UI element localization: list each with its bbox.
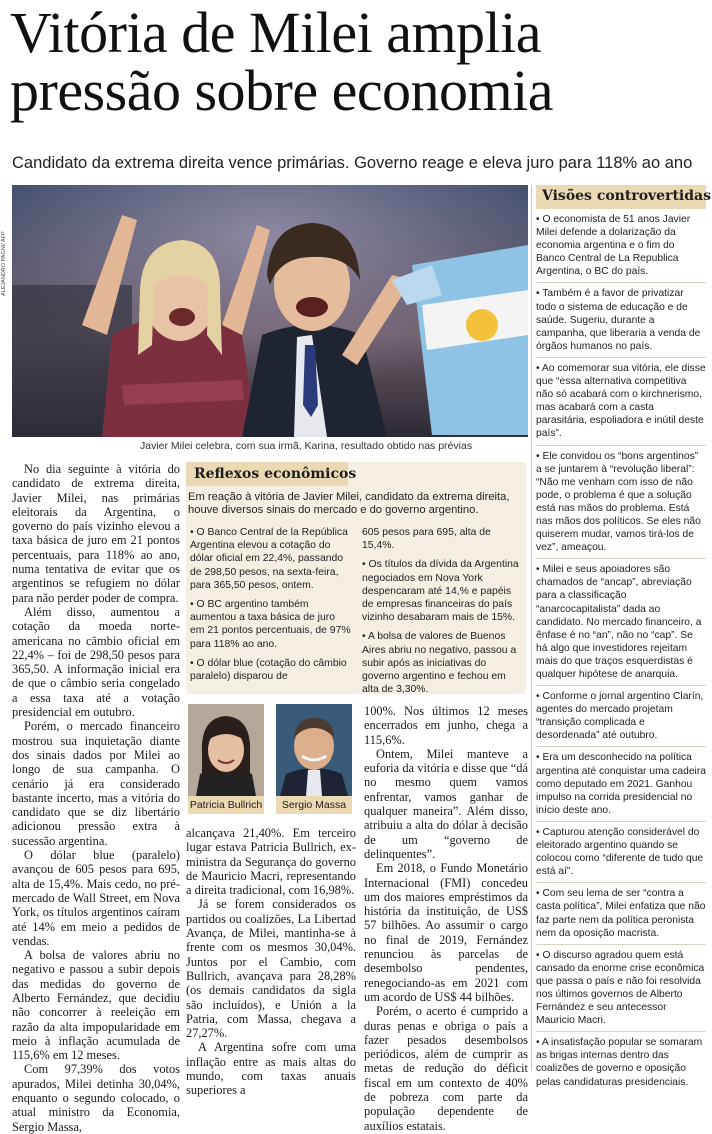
article-paragraph: Ontem, Milei manteve a euforia da vitória e disse que “dá no mesmo quem vamos enfrentar, vamos ganhar de qualquer maneira”. Além disso, atribuiu a alta do dólar à decisão de um “governo de delinquentes”.: [364, 746, 528, 861]
sidebar-item: • Também é a favor de privatizar todo o sistema de educação e de saúde. Sugeriu, durante a campanha, que liberaria a venda de órgãos humanos no país.: [536, 287, 706, 357]
sidebar-item: • O discurso agradou quem está cansado da enorme crise econômica que passa o país e não foi resolvida nos últimos governos de Alberto Fernández e seu antecessor Mauricio Macri.: [536, 949, 706, 1033]
article-paragraph: Além disso, aumentou a cotação da moeda norte-americana no câmbio oficial em 22,4% – foi de 298,50 pesos para 365,50. A informação inicial era de que o câmbio seria congelado a essa taxa até a votação presidencial em outubro.: [12, 604, 180, 720]
reflexos-right-column: [362, 526, 522, 702]
portrait-bullrich-illustration: [188, 704, 264, 796]
article-paragraph: alcançava 21,40%. Em terceiro lugar estava Patricia Bullrich, ex-ministra da Segurança do governo de Mauricio Macri, representando a direita tradicional, com 16,98%.: [186, 826, 356, 898]
reflexos-item: • O BC argentino também aumentou a taxa básica de juro em 21 pontos percentuais, de 97% para 118% ao ano.: [190, 599, 351, 650]
subtitle: Candidato da extrema direita vence primárias. Governo reage e eleva juro para 118% ao ano: [12, 154, 693, 172]
reflexos-item: • Os títulos da dívida da Argentina negociados em Nova York despencaram até 14,% e papéis de empresas financeiras do país vizinho desabaram mais de 15%.: [362, 559, 519, 624]
article-column-3: [364, 704, 528, 1133]
article-column-1: [12, 462, 180, 1134]
article-paragraph: No dia seguinte à vitória do candidato de extrema direita, Javier Milei, nas primárias eleitorais da Argentina, o governo do país vizinho elevou a taxa básica de juro em 21 pontos percentuais, para 118% ao ano, numa tentativa de evitar que os argentinos se refugiem no dólar para não perder poder de compra.: [12, 462, 180, 605]
article-paragraph: A bolsa de valores abriu no negativo e passou a subir depois das medidas do governo de Alberto Fernández, que decidiu não concorrer à reeleição em razão da alta impopularidade em meio à inflação acumulada de 115,6% em 12 meses.: [12, 948, 180, 1063]
reflexos-lede: Em reação à vitória de Javier Milei, candidato da extrema direita, houve diversos sinais do mercado e do governo argentino.: [188, 491, 510, 517]
sidebar-item: • Conforme o jornal argentino Clarín, agentes do mercado projetam “transição complicada e desordenada” até outubro.: [536, 690, 706, 747]
sidebar-item: • A insatisfação popular se somaram as brigas internas dentro das coalizões de governo e oposição pelas candidaturas presidenciais.: [536, 1037, 703, 1088]
reflexos-item: • A bolsa de valores de Buenos Aires abriu no negativo, passou a subir após as iniciativas do governo argentino e fechou em alta de 3,30%.: [362, 631, 517, 696]
sidebar-item: • Milei e seus apoiadores são chamados de “ancap”, abreviação para a classificação “anarcocapitalista” dada ao candidato. No mercado financeiro, a ênfase é no “an”, não no “cap”. Se há algo que investidores rejeitam mais do que traços esquerdistas é qualquer hipótese de anarquia.: [536, 563, 706, 686]
photo-caption: Javier Milei celebra, com sua irmã, Karina, resultado obtido nas prévias: [140, 440, 473, 452]
portrait-massa-illustration: [276, 704, 352, 796]
article-paragraph: Porém, o mercado financeiro mostrou sua inquietação diante dos sinais dados por Milei ao longo de sua campanha. O cenário já era considerado bastante incerto, mas a vitória do candidato que se diz libertário adicionou pressão extra à sucessão argentina.: [12, 719, 180, 848]
headline-line-1: Vitória de Milei amplia: [10, 0, 542, 65]
sidebar-item: • Ele convidou os “bons argentinos” a se juntarem à “revolução liberal”: “Não me venham com isso de não pode, o problema é que a solução está nas mãos do problema. Está nas mãos dos políticos. Se eles não quiserem mudar, vamos tirá-los de vez”, ameaçou.: [536, 450, 706, 560]
column-divider: [531, 185, 532, 1071]
headline-line-2: pressão sobre economia: [10, 58, 554, 123]
celebration-photo-illustration: [12, 185, 528, 437]
article-paragraph: 100%. Nos últimos 12 meses encerrados em junho, chega a 115,6%.: [364, 704, 528, 747]
article-column-2: [186, 826, 356, 1098]
reflexos-item: • O Banco Central de la República Argentina elevou a cotação do dólar oficial em 22,4%, passando de 298,50 pesos, na sexta-feira, para 365,50 pesos, ontem.: [190, 527, 348, 591]
article-paragraph: Com 97,39% dos votos apurados, Milei detinha 30,04%, enquanto o segundo colocado, o atual ministro da Economia, Sergio Massa,: [12, 1062, 180, 1134]
reflexos-item: • O dólar blue (cotação do câmbio paralelo) disparou de: [190, 657, 347, 683]
reflexos-title: Reflexos econômicos: [194, 466, 357, 482]
sidebar-item: • Ao comemorar sua vitória, ele disse que “essa alternativa competitiva não só acabará com o kirchnerismo, mas acabará com a casta parasitária, espoliadora e inútil deste país”.: [536, 362, 706, 446]
portrait-massa: [276, 704, 352, 796]
lead-photo: [12, 185, 528, 437]
article-paragraph: Porém, o acerto é cumprido a duras penas e obriga o país a fazer pesados desembolsos periódicos, além de cumprir as metas de redução do déficit fiscal em um contexto de 40% de pobreza com parte da população dependente de auxílios estatais.: [364, 1004, 528, 1133]
sidebar-title: Visões controvertidas: [542, 188, 711, 204]
article-paragraph: Já se forem considerados os partidos ou coalizões, La Libertad Avança, de Milei, mantinha-se à frente com os mesmos 30,04%. Juntos por el Cambio, com Bullrich, avançava para 28,28% (os demais candidatos da sigla são incluídos), e Unión a la Patria, com Massa, chegava a 27,27%.: [186, 897, 356, 1041]
reflexos-left-column: [190, 526, 352, 689]
portrait-label-bullrich: Patricia Bullrich: [188, 796, 264, 814]
portrait-bullrich: [188, 704, 264, 796]
sidebar-item: • Era um desconhecido na política argentina até conquistar uma cadeira como deputado em 2021. Ganhou impulso na corrida presidencial no início deste ano.: [536, 751, 706, 821]
portrait-label-massa: Sergio Massa: [276, 796, 352, 814]
article-paragraph: O dólar blue (paralelo) avançou de 605 pesos para 695, alta de 15,4%. Mais cedo, no pré-mercado de Wall Street, em Nova York, os títulos argentinos caíram até 14% em meio a pedidos de vendas.: [12, 848, 180, 948]
photo-credit: ALEJANDRO PAGNI/ AFP: [1, 231, 7, 296]
sidebar-list: [536, 213, 706, 1097]
article-paragraph: Em 2018, o Fundo Monetário Internacional (FMI) concedeu um dos maiores empréstimos da história da instituição, de US$ 57 bilhões. Ao assumir o cargo no final de 2019, Fernández renunciou às parcelas de desembolso pendentes, renegociando-as em 2021 com um acordo de US$ 44 bilhões.: [364, 861, 528, 1004]
sidebar-item: • O economista de 51 anos Javier Milei defende a dolarização da economia argentina e o fim do Banco Central de La Republica Argentina, o BC do país.: [536, 213, 706, 283]
sidebar-item: • Com seu lema de ser “contra a casta política”, Milei enfatiza que não faz parte nem da política peronista nem da oposição macrista.: [536, 887, 706, 944]
article-paragraph: A Argentina sofre com uma inflação entre as mais altas do mundo, com taxas anuais superiores a: [186, 1040, 356, 1098]
headline: [10, 0, 710, 123]
sidebar-item: • Capturou atenção considerável do eleitorado argentino quando se colocou como “diferente de tudo que está aí”.: [536, 826, 706, 883]
reflexos-item: 605 pesos para 695, alta de 15,4%.: [362, 527, 491, 552]
